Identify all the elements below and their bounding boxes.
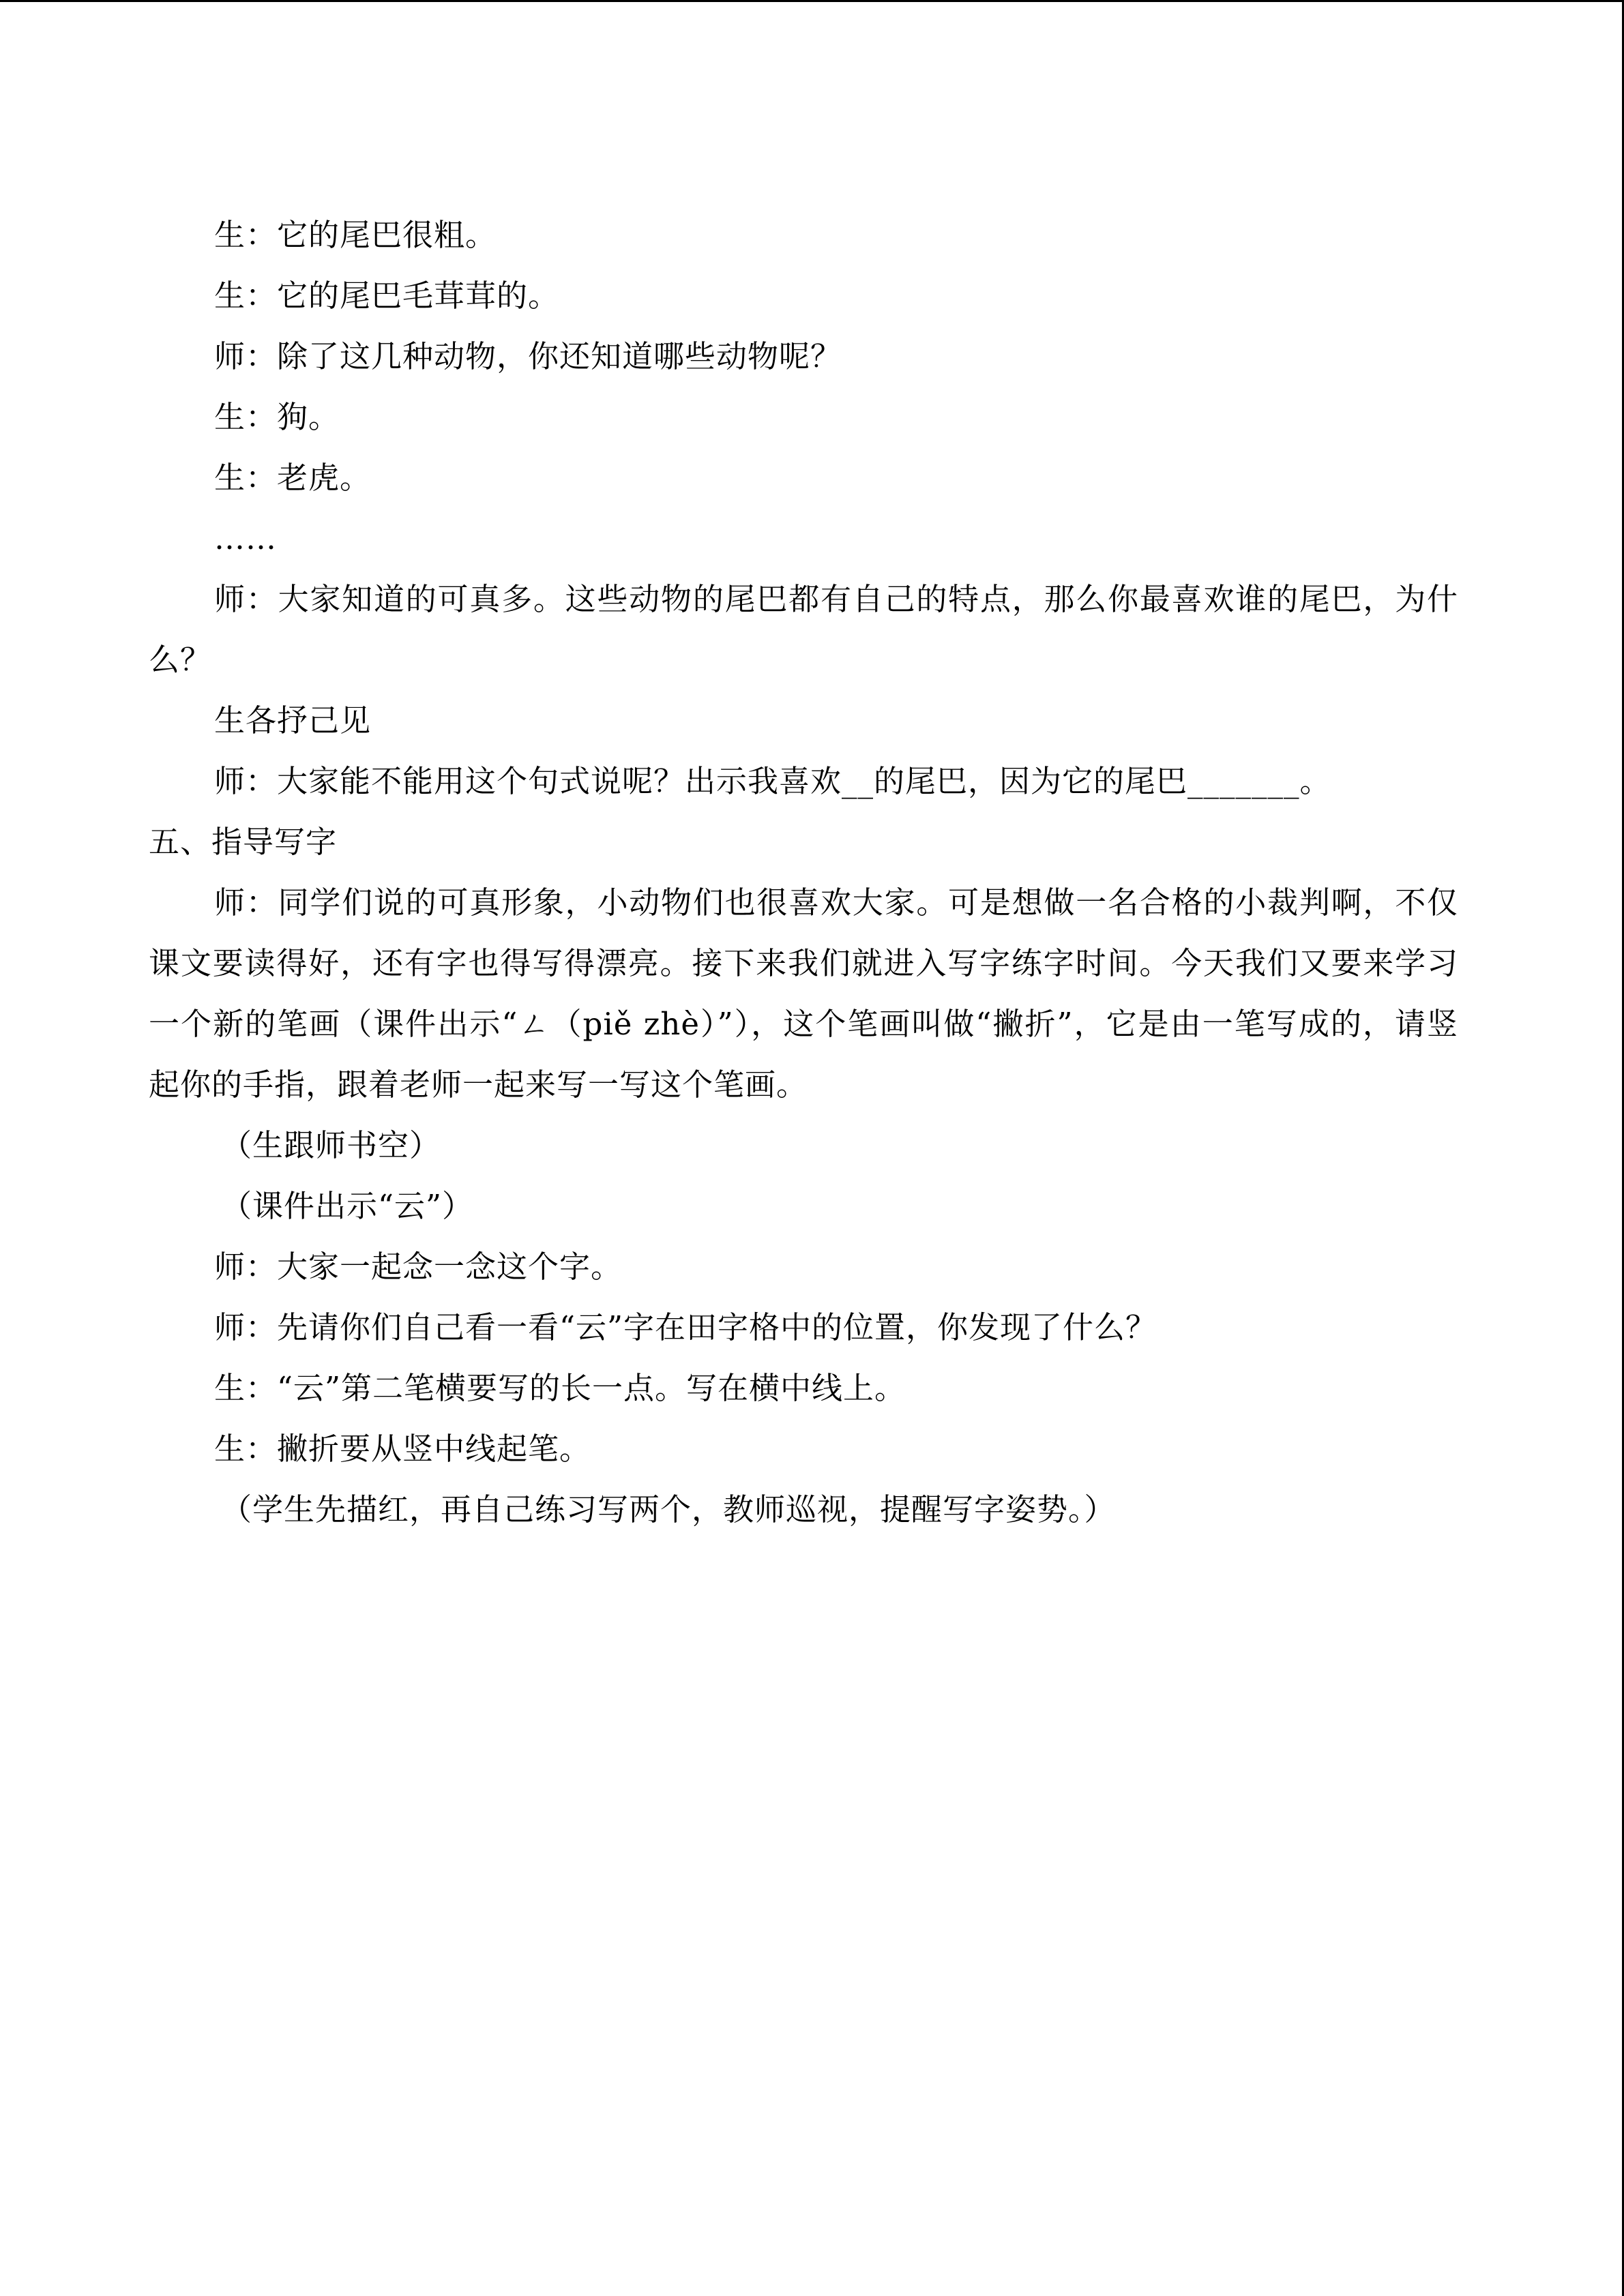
paragraph-teacher-favorite-tail: 师：大家知道的可真多。这些动物的尾巴都有自己的特点，那么你最喜欢谁的尾巴，为什么？: [149, 581, 1458, 678]
paragraph-show-yun: （课件出示“云”）: [221, 1188, 474, 1224]
paragraph-student-thick-tail: 生：它的尾巴很粗。: [214, 217, 497, 253]
paragraph-teacher-read-character: 师：大家一起念一念这个字。: [214, 1249, 623, 1285]
paragraph-air-writing: （生跟师书空）: [221, 1127, 441, 1163]
paragraph-tracing-practice: （学生先描红，再自己练习写两个，教师巡视，提醒写字姿势。）: [221, 1491, 1116, 1527]
paragraph-teacher-sentence-pattern: 师：大家能不能用这个句式说呢？出示我喜欢__的尾巴，因为它的尾巴_______。: [214, 763, 1331, 799]
paragraph-ellipsis: ……: [214, 520, 277, 556]
section-heading-writing-guidance: 五、指导写字: [149, 824, 338, 860]
paragraph-student-fluffy-tail: 生：它的尾巴毛茸茸的。: [214, 278, 560, 314]
paragraph-teacher-grid-position: 师：先请你们自己看一看“云”字在田字格中的位置，你发现了什么？: [214, 1309, 1157, 1345]
paragraph-student-tiger: 生：老虎。: [214, 460, 372, 496]
paragraph-students-opinions: 生各抒己见: [214, 702, 372, 739]
paragraph-student-pie-zhe-start: 生：撇折要从竖中线起笔。: [214, 1431, 591, 1467]
page-border-top: [0, 0, 1624, 2]
paragraph-student-second-stroke: 生：“云”第二笔横要写的长一点。写在横中线上。: [214, 1370, 906, 1406]
paragraph-teacher-other-animals: 师：除了这几种动物，你还知道哪些动物呢？: [214, 338, 842, 374]
paragraph-teacher-new-stroke: 师：同学们说的可真形象，小动物们也很喜欢大家。可是想做一名合格的小裁判啊，不仅课文要读得好，还有字也得写得漂亮。接下来我们就进入写字练字时间。今天我们又要来学习一个新的笔画（课件出示“ㄥ（piě zhè）”），这个笔画叫做“撇折”，它是由一笔写成的，请竖起你的手指，跟着老师一起来写一写这个笔画。: [149, 884, 1458, 1103]
paragraph-student-dog: 生：狗。: [214, 399, 340, 435]
document-body: [149, 205, 1458, 1540]
